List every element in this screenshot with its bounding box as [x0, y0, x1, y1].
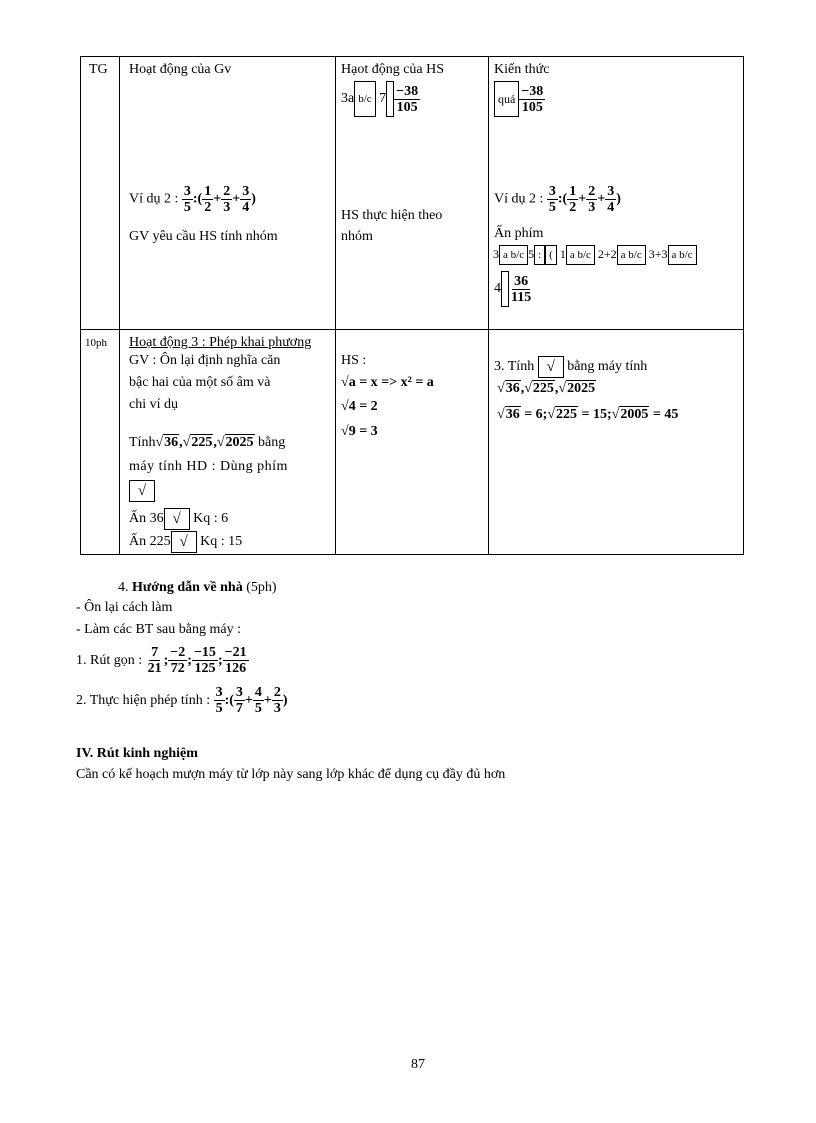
ex2-fraction: $\frac{4}{5}$	[254, 685, 262, 717]
example-fraction: $\frac{3}{5}$	[548, 184, 556, 215]
kt-result-prefix: 4	[494, 281, 501, 297]
hs-calc-mid: 7	[379, 91, 387, 107]
hs-cell	[336, 330, 489, 555]
calc-key: (	[545, 245, 557, 265]
hs-do-line1: HS thực hiện theo	[341, 208, 443, 223]
tg-cell	[81, 57, 120, 330]
hs-do-line2: nhóm	[341, 229, 373, 244]
sqrt-key-icon: √	[164, 508, 190, 530]
gv-calc-line: Tính√36,√225,√2025 bằng	[129, 435, 286, 450]
calc-key: a b/c	[499, 245, 528, 265]
hs-ex2: √9 = 3	[341, 424, 378, 439]
calc-key	[501, 271, 509, 307]
kt-example-label: Ví dụ 2 :	[494, 191, 544, 207]
example-fraction: $\frac{3}{5}$	[183, 184, 191, 215]
calc-key: :	[534, 245, 545, 265]
calc-key: a b/c	[566, 245, 595, 265]
ex1-fraction: $\frac{-21}{126}$	[224, 645, 247, 677]
gv-example: Ví dụ 2 : $\frac{3}{5}$ :( $\frac{1}{2}$ + $\frac{2}{3}$ + $\frac{3}{4}$ )	[129, 184, 256, 215]
header-kt: Kiến thức	[494, 62, 550, 77]
homework-title: 4. Hướng dẫn về nhà (5ph)	[118, 580, 277, 595]
hs-calc-prefix: 3a	[341, 91, 355, 107]
gv-calc-prefix: Tính	[129, 435, 156, 450]
hs-def: √a = x => x² = a	[341, 375, 434, 390]
example-fraction: $\frac{2}{3}$	[223, 184, 231, 215]
kt-values: √36,√225,√2025	[497, 381, 596, 396]
hs-label: HS :	[341, 353, 367, 368]
gv-press1: Ấn 36 √ Kq : 6	[129, 508, 228, 530]
homework-ex2: 2. Thực hiện phép tính : $\frac{3}{5}$ :( $\frac{3}{7}$ + $\frac{4}{5}$ + $\frac{2}{3}$ )	[76, 685, 288, 717]
experience-text: Cần có kế hoạch mượn máy từ lớp này sang lớp khác để dụng cụ đầy đủ hơn	[76, 767, 506, 782]
header-hs: Hạot động của HS	[341, 62, 445, 77]
kt-result-fraction: $\frac{36}{115}$	[511, 273, 532, 305]
gv-line5: máy tính HD : Dùng phím	[129, 459, 288, 474]
ex2-fraction: $\frac{3}{5}$	[215, 685, 223, 717]
hs-ex1: √4 = 2	[341, 399, 378, 414]
homework-line1: - Ôn lại cách làm	[76, 600, 173, 615]
ex1-fraction: $\frac{-15}{125}$	[193, 645, 216, 677]
ex1-fraction: $\frac{7}{21}$	[147, 645, 162, 677]
kt-result	[494, 81, 545, 117]
gv-task: GV yêu cầu HS tính nhóm	[129, 229, 278, 244]
gv-press2: Ấn 225 √ Kq : 15	[129, 531, 242, 553]
example-fraction: $\frac{1}{2}$	[569, 184, 577, 215]
tg-cell	[81, 330, 120, 555]
kt-results: √36 = 6;√225 = 15;√2005 = 45	[497, 407, 679, 422]
lesson-table	[80, 56, 744, 555]
calc-key: a b/c	[668, 245, 697, 265]
sqrt-key-icon: √	[538, 356, 564, 378]
kt-cell	[489, 57, 744, 330]
page-number: 87	[411, 1057, 425, 1072]
gv-line2: bậc hai của một số âm và	[129, 375, 271, 390]
kt-example: Ví dụ 2 : $\frac{3}{5}$ :( $\frac{1}{2}$ + $\frac{2}{3}$ + $\frac{3}{4}$ )	[494, 184, 621, 215]
kt-fraction: $\frac{-38}{105}$	[521, 83, 544, 115]
gv-line1: GV : Ôn lại định nghĩa căn	[129, 353, 281, 368]
gv-cell	[120, 330, 336, 555]
calc-key	[386, 81, 394, 117]
homework-line2: - Làm các BT sau bằng máy :	[76, 622, 241, 637]
table-row	[81, 330, 744, 555]
example-fraction: $\frac{3}{4}$	[607, 184, 615, 215]
header-gv: Hoạt động của Gv	[129, 62, 232, 77]
gv-example-label: Ví dụ 2 :	[129, 191, 179, 207]
hs-calc	[341, 81, 420, 117]
gv-cell	[120, 57, 336, 330]
kt-press-label: Ấn phím	[494, 226, 544, 241]
kt-result-label: quả	[494, 81, 519, 117]
calc-key: a b/c	[617, 245, 646, 265]
kt-cell	[489, 330, 744, 555]
homework-ex1: 1. Rút gọn : $\frac{7}{21}$ ; $\frac{-2}{72}$ ; $\frac{-15}{125}$ ; $\frac{-21}{126}$	[76, 645, 247, 677]
ex2-fraction: $\frac{2}{3}$	[273, 685, 281, 717]
sqrt-key-icon: √	[129, 480, 155, 502]
kt-final-result	[494, 271, 533, 307]
ex2-fraction: $\frac{3}{7}$	[235, 685, 243, 717]
hs-cell	[336, 57, 489, 330]
header-tg: TG	[89, 62, 108, 77]
gv-calc-suffix: bằng	[258, 435, 286, 450]
ex1-fraction: $\frac{-2}{72}$	[170, 645, 186, 677]
sqrt-key-icon: √	[171, 531, 197, 553]
example-fraction: $\frac{1}{2}$	[204, 184, 212, 215]
gv-line3: chi ví dụ	[129, 397, 178, 412]
calc-key: b/c	[354, 81, 375, 117]
row2-title: Hoạt động 3 : Phép khai phương	[129, 335, 312, 350]
table-row	[81, 57, 744, 330]
experience-title: IV. Rút kinh nghiệm	[76, 746, 198, 761]
kt-title: 3. Tính √ bằng máy tính	[494, 356, 647, 378]
row2-time: 10ph	[85, 337, 107, 349]
example-fraction: $\frac{2}{3}$	[588, 184, 596, 215]
example-fraction: $\frac{3}{4}$	[242, 184, 250, 215]
hs-fraction: $\frac{-38}{105}$	[396, 83, 419, 115]
kt-keys-line: 3 a b/c 5 : ( 1 a b/c 2+2 a b/c 3+3 a b/c	[493, 245, 697, 265]
